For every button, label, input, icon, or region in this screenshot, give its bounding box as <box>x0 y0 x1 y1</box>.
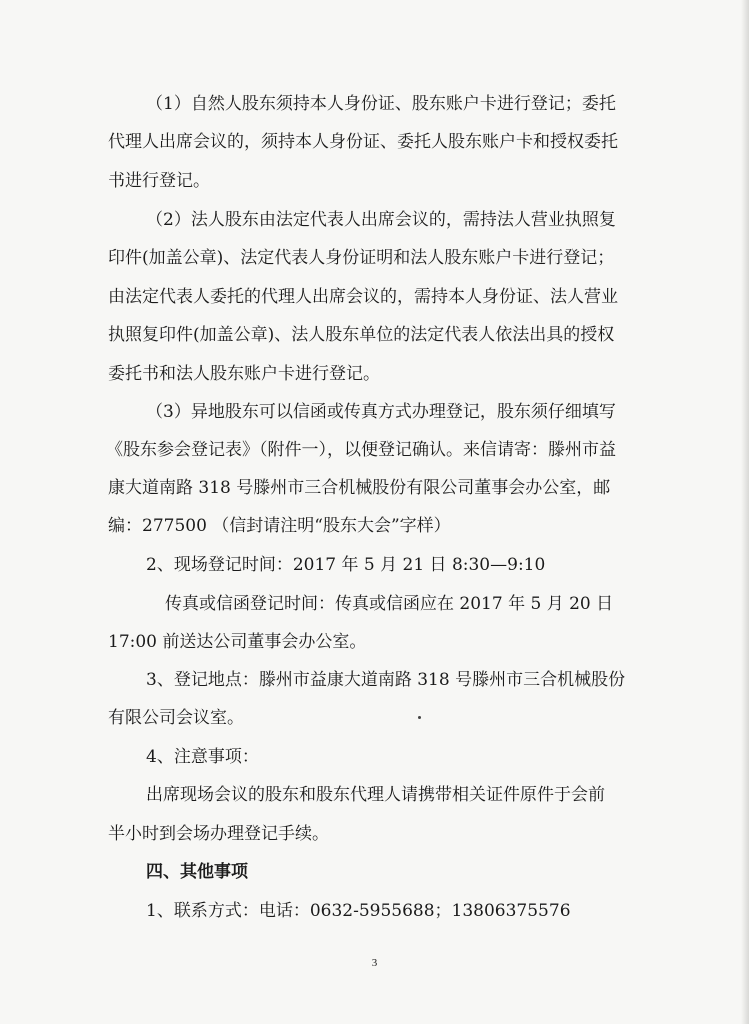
scan-edge <box>741 0 749 1024</box>
page-number: 3 <box>371 957 378 969</box>
text-line: 有限公司会议室。 <box>108 708 244 728</box>
text-line: （3）异地股东可以信函或传真方式办理登记，股东须仔细填写 <box>146 402 616 422</box>
text-line: 执照复印件(加盖公章)、法人股东单位的法定代表人依法出具的授权 <box>108 325 615 345</box>
scan-speck <box>418 716 421 719</box>
text-line: 康大道南路 318 号滕州市三合机械股份有限公司董事会办公室，邮 <box>108 478 611 498</box>
text-line: 印件(加盖公章)、法定代表人身份证明和法人股东账户卡进行登记； <box>108 248 615 268</box>
text-line: 1、联系方式：电话：0632-5955688；13806375576 <box>146 901 571 921</box>
text-line: 17:00 前送达公司董事会办公室。 <box>108 632 367 652</box>
text-line: 4、注意事项： <box>146 747 259 767</box>
text-line: （1）自然人股东须持本人身份证、股东账户卡进行登记；委托 <box>146 94 616 114</box>
text-line: 《股东参会登记表》（附件一），以便登记确认。来信请寄：滕州市益 <box>106 440 616 460</box>
text-line: 3、登记地点：滕州市益康大道南路 318 号滕州市三合机械股份 <box>146 670 626 690</box>
text-line: 由法定代表人委托的代理人出席会议的，需持本人身份证、法人营业 <box>108 287 618 307</box>
section-heading: 四、其他事项 <box>146 862 248 882</box>
text-line: 2、现场登记时间：2017 年 5 月 21 日 8:30—9:10 <box>146 555 546 575</box>
text-line: 委托书和法人股东账户卡进行登记。 <box>108 364 380 384</box>
text-line: 半小时到会场办理登记手续。 <box>108 824 329 844</box>
text-line: 代理人出席会议的，须持本人身份证、委托人股东账户卡和授权委托 <box>108 132 618 152</box>
text-line: 出席现场会议的股东和股东代理人请携带相关证件原件于会前 <box>146 785 605 805</box>
text-line: （2）法人股东由法定代表人出席会议的，需持法人营业执照复 <box>146 210 616 230</box>
text-line: 传真或信函登记时间：传真或信函应在 2017 年 5 月 20 日 <box>165 594 614 614</box>
text-line: 编：277500 （信封请注明“股东大会”字样） <box>108 516 451 536</box>
text-line: 书进行登记。 <box>108 171 210 191</box>
